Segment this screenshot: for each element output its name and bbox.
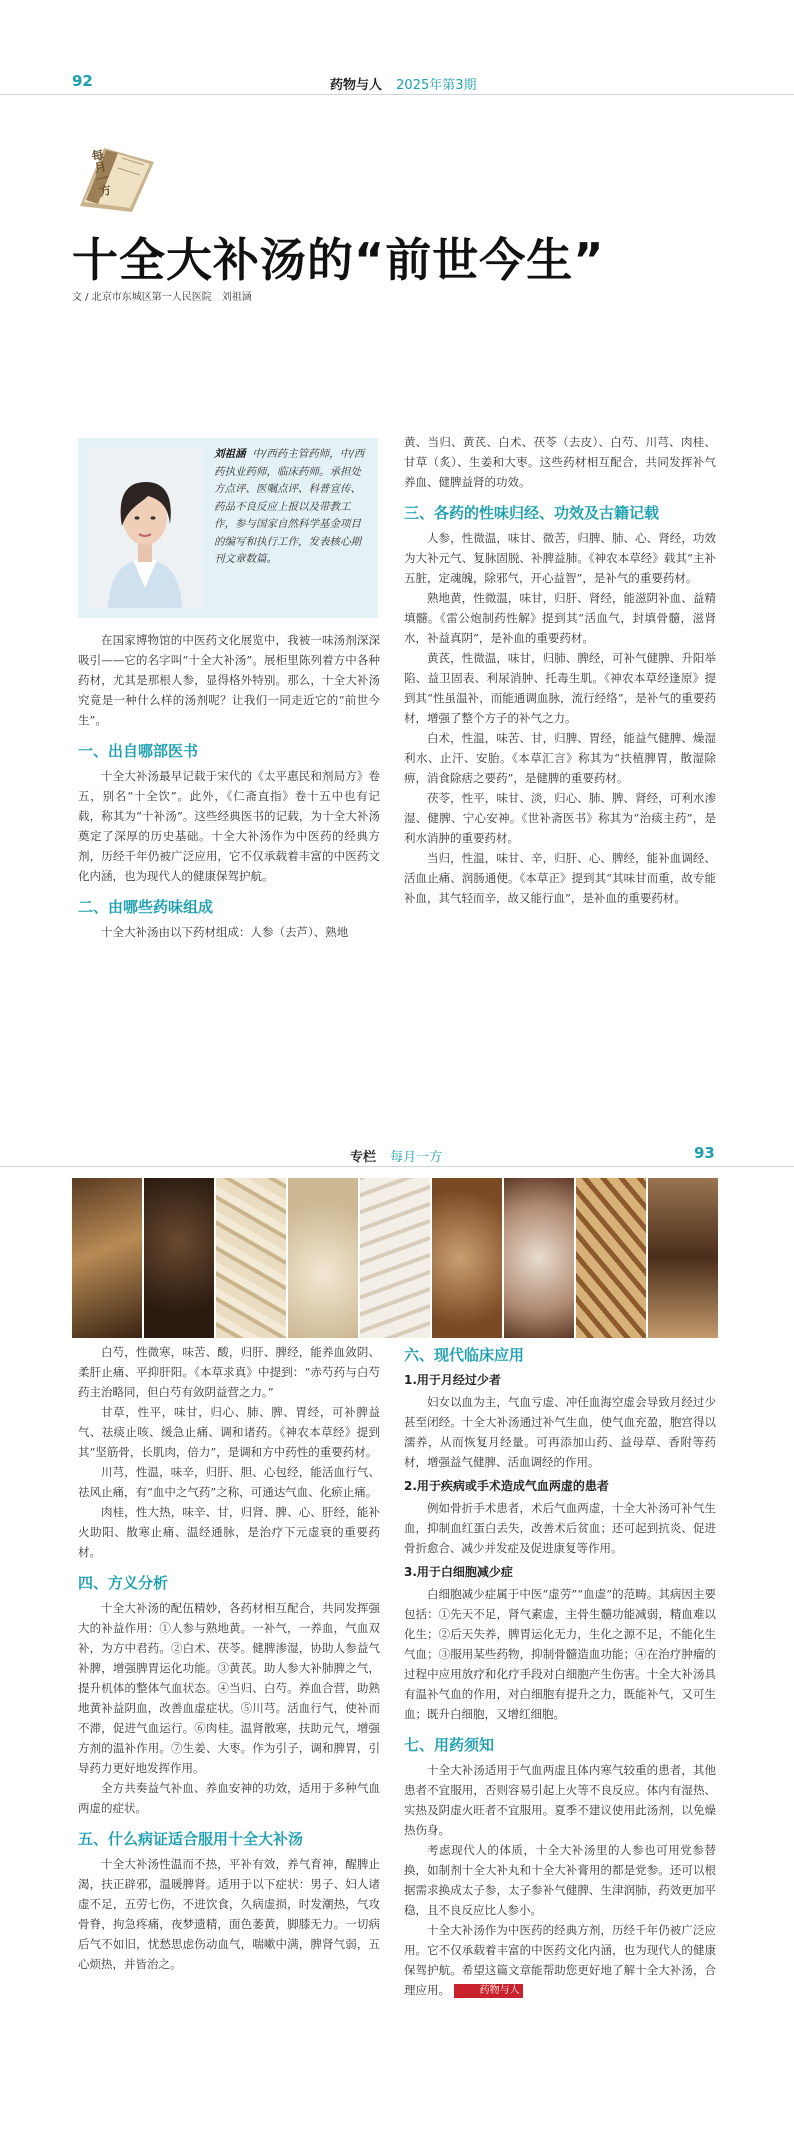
paragraph: 考虑现代人的体质，十全大补汤里的人参也可用党参替换，如制剂十全大补丸和十全大补膏用的都是党参。还可以根据需求换成太子参，太子参补气健脾、生津润肺，药效更加平稳，且不良反应比人参小。 — [404, 1843, 716, 1917]
paragraph: 十全大补汤最早记载于宋代的《太平惠民和剂局方》卷五，别名“十全饮”。此外，《仁斋直指》卷十五中也有记载，称其为“十补汤”。这些经典医书的记载，为十全大补汤奠定了深厚的历史基础。十全大补汤作为中医药的经典方剂，历经千年仍被广泛应用，它不仅承载着丰富的中医药文化内涵，也为现代人的健康保驾护航。 — [78, 769, 380, 883]
page2-right-column — [404, 1334, 716, 2000]
paragraph: 甘草，性平，味甘，归心、肺、脾、胃经，可补脾益气、祛痰止咳、缓急止痛、调和诸药。《神农本草经》提到其“坚筋骨，长肌肉，倍力”，是调和方中药性的重要药材。 — [78, 1405, 380, 1459]
section-heading: 二、由哪些药味组成 — [78, 898, 214, 916]
paragraph: 人参，性微温，味甘、微苦，归脾、肺、心、肾经，功效为大补元气、复脉固脱、补脾益肺。《神农本草经》载其“主补五脏，定魂魄，除邪气，开心益智”，是补气的重要药材。 — [404, 531, 716, 585]
section-heading: 三、各药的性味归经、功效及古籍记载 — [404, 504, 660, 522]
header-rule-right — [0, 1166, 794, 1167]
paragraph: 茯苓，性平，味甘、淡，归心、肺、脾、肾经，可利水渗湿、健脾、宁心安神。《世补斋医书》称其为“治痰主药”，是利水消肿的重要药材。 — [404, 791, 716, 845]
column-badge: 每月一方 — [89, 147, 113, 198]
paragraph: 十全大补汤性温而不热，平补有效，养气育神，醒脾止渴，扶正辟邪，温暖脾肾。适用于以下症状：男子、妇人诸虚不足，五劳七伤，不进饮食，久病虚损，时发潮热，气攻骨脊，拘急疼痛，夜梦遗精，面色萎黄，脚膝无力。一切病后气不如旧，忧愁思虑伤动血气，喘嗽中满，脾肾气弱，五心烦热，并皆治之。 — [78, 1857, 380, 1971]
paragraph: 白细胞减少症属于中医“虚劳”“血虚”的范畴。其病因主要包括：①先天不足，肾气素虚，主骨生髓功能减弱，精血难以化生；②后天失养，脾胃运化无力，生化之源不足，不能化生气血；③服用某些药物，抑制骨髓造血功能；④在治疗肿瘤的过程中应用放疗和化疗手段对白细胞产生伤害。十全大补汤具有温补气血的作用，对白细胞有提升之力，既能补气，又可生血；既升白细胞，又增红细胞。 — [404, 1587, 716, 1721]
paragraph: 全方共奏益气补血、养血安神的功效，适用于多种气血两虚的症状。 — [78, 1781, 380, 1815]
author-photo — [88, 448, 202, 608]
page-number-right: 93 — [694, 1144, 715, 1162]
subsection-heading: 1.用于月经过少者 — [404, 1373, 501, 1387]
herb-photo-strip — [72, 1178, 718, 1338]
herb-rehmannia-image — [144, 1178, 214, 1338]
header-column: 每月一方 — [390, 1150, 443, 1165]
herb-angelica-image — [432, 1178, 502, 1338]
paragraph: 十全大补汤作为中医药的经典方剂，历经千年仍被广泛应用。它不仅承载着丰富的中医药文化内涵，也为现代人的健康保驾护航。希望这篇文章能帮助您更好地了解十全大补汤，合理应用。 药物与人 — [404, 1923, 716, 1997]
article-title: 十全大补汤的“前世今生” — [72, 233, 605, 287]
paragraph: 川芎，性温，味辛，归肝、胆、心包经，能活血行气、祛风止痛，有“血中之气药”之称，可通达气血、化瘀止痛。 — [78, 1465, 380, 1499]
page2-left-column — [78, 1342, 380, 1974]
section-heading: 一、出自哪部医书 — [78, 742, 199, 760]
section-heading: 四、方义分析 — [78, 1574, 169, 1592]
paragraph: 妇女以血为主，气血亏虚、冲任血海空虚会导致月经过少甚至闭经。十全大补汤通过补气生血，使气血充盈，胞宫得以濡养，从而恢复月经量。可再添加山药、益母草、香附等药材，增强益气健脾、活血调经的作用。 — [404, 1395, 716, 1469]
section-heading: 六、现代临床应用 — [404, 1346, 525, 1364]
author-bio-box — [78, 438, 378, 618]
herb-poria-image — [360, 1178, 430, 1338]
paragraph: 熟地黄，性微温，味甘，归肝、肾经，能滋阴补血、益精填髓。《雷公炮制药性解》提到其“活血气，封填骨髓，滋肾水，补益真阴”，是补血的重要药材。 — [404, 591, 716, 645]
paragraph: 十全大补汤由以下药材组成：人参（去芦）、熟地 — [101, 925, 349, 939]
header-issue: 2025年第3期 — [396, 78, 477, 93]
author-description: 中/西药主管药师，中/西药执业药师，临床药师。承担处方点评、医嘱点评、科普宣传、药品不良反应上报以及带教工作，参与国家自然科学基金项目的编写和执行工作，发表核心期刊文章数篇。 — [214, 448, 365, 565]
herb-astragalus-image — [216, 1178, 286, 1338]
header-section: 专栏 — [350, 1150, 377, 1165]
page-header-right — [350, 1146, 442, 1165]
paragraph: 肉桂，性大热，味辛、甘，归肾、脾、心、肝经，能补火助阳、散寒止痛、温经通脉，是治疗下元虚衰的重要药材。 — [78, 1505, 380, 1559]
header-rule-left — [0, 94, 794, 95]
header-magazine: 药物与人 — [330, 78, 383, 93]
page-header-left — [330, 74, 477, 93]
paragraph: 十全大补汤的配伍精妙，各药材相互配合，共同发挥强大的补益作用：①人参与熟地黄。一补气，一养血，气血双补，为方中君药。②白术、茯苓。健脾渗湿，协助人参益气补脾，增强脾胃运化功能。③黄芪。助人参大补肺脾之气，提升机体的整体气血状态。④当归、白芍。养血合营，助熟地黄补益阴血，改善血虚症状。⑤川芎。活血行气，使补而不滞，促进气血运行。⑥肉桂。温肾散寒，扶助元气，增强方剂的温补作用。⑦生姜、大枣。作为引子，调和脾胃，引导药力更好地发挥作用。 — [78, 1601, 380, 1775]
herb-peony-image — [504, 1178, 574, 1338]
herb-cinnamon-image — [648, 1178, 718, 1338]
paragraph: 例如骨折手术患者，术后气血两虚，十全大补汤可补气生血，抑制血红蛋白丢失，改善术后贫血；还可起到抗炎、促进骨折愈合、减少并发症及促进康复等作用。 — [404, 1501, 716, 1555]
paragraph: 十全大补汤适用于气血两虚且体内寒气较重的患者，其他患者不宜服用，否则容易引起上火等不良反应。体内有湿热、实热及阴虚火旺者不宜服用。夏季不建议使用此汤剂，以免燥热伤身。 — [404, 1763, 716, 1837]
page1-left-column — [78, 630, 380, 942]
end-logo-stamp: 药物与人 — [454, 1984, 523, 1998]
subsection-heading: 3.用于白细胞减少症 — [404, 1565, 513, 1579]
byline: 文 / 北京市东城区第一人民医院 刘祖涵 — [72, 292, 252, 303]
subsection-heading: 2.用于疾病或手术造成气血两虚的患者 — [404, 1479, 609, 1493]
paragraph: 黄、当归、黄芪、白术、茯苓（去皮）、白芍、川芎、肉桂、甘草（炙）、生姜和大枣。这些药材相互配合，共同发挥补气养血、健脾益肾的功效。 — [404, 435, 716, 489]
page1-right-column — [404, 432, 716, 908]
section-heading: 五、什么病证适合服用十全大补汤 — [78, 1830, 304, 1848]
page-number-left: 92 — [72, 72, 93, 90]
paragraph: 当归，性温，味甘、辛，归肝、心、脾经，能补血调经、活血止痛、润肠通便。《本草正》提到其“其味甘而重，故专能补血，其气轻而辛，故又能行血”，是补血的重要药材。 — [404, 851, 716, 905]
author-bio-text — [214, 446, 370, 569]
paragraph: 在国家博物馆的中医药文化展览中，我被一味汤剂深深吸引——它的名字叫“十全大补汤”。展柜里陈列着方中各种药材，尤其是那根人参，显得格外特别。那么，十全大补汤究竟是一种什么样的汤剂呢？让我们一同走近它的“前世今生”。 — [78, 633, 380, 727]
herb-atractylodes-image — [288, 1178, 358, 1338]
section-heading: 七、用药须知 — [404, 1736, 495, 1754]
herb-ginseng-image — [72, 1178, 142, 1338]
paragraph: 黄芪，性微温，味甘，归肺、脾经，可补气健脾、升阳举陷、益卫固表、利尿消肿、托毒生肌。《神农本草经逢原》提到其“性虽温补，而能通调血脉，流行经络”，是补气的重要药材，增强了整个方子的补气之力。 — [404, 651, 716, 725]
author-name: 刘祖涵 — [214, 448, 246, 460]
herb-licorice-image — [576, 1178, 646, 1338]
paragraph: 白术，性温，味苦、甘，归脾、胃经，能益气健脾、燥湿利水、止汗、安胎。《本草汇言》称其为“扶植脾胃，散湿除痹，消食除痞之要药”，是健脾的重要药材。 — [404, 731, 716, 785]
paragraph: 白芍，性微寒，味苦、酸，归肝、脾经，能养血敛阴、柔肝止痛、平抑肝阳。《本草求真》中提到：“赤芍药与白芍药主治略同，但白芍有敛阴益营之力。” — [78, 1345, 380, 1399]
